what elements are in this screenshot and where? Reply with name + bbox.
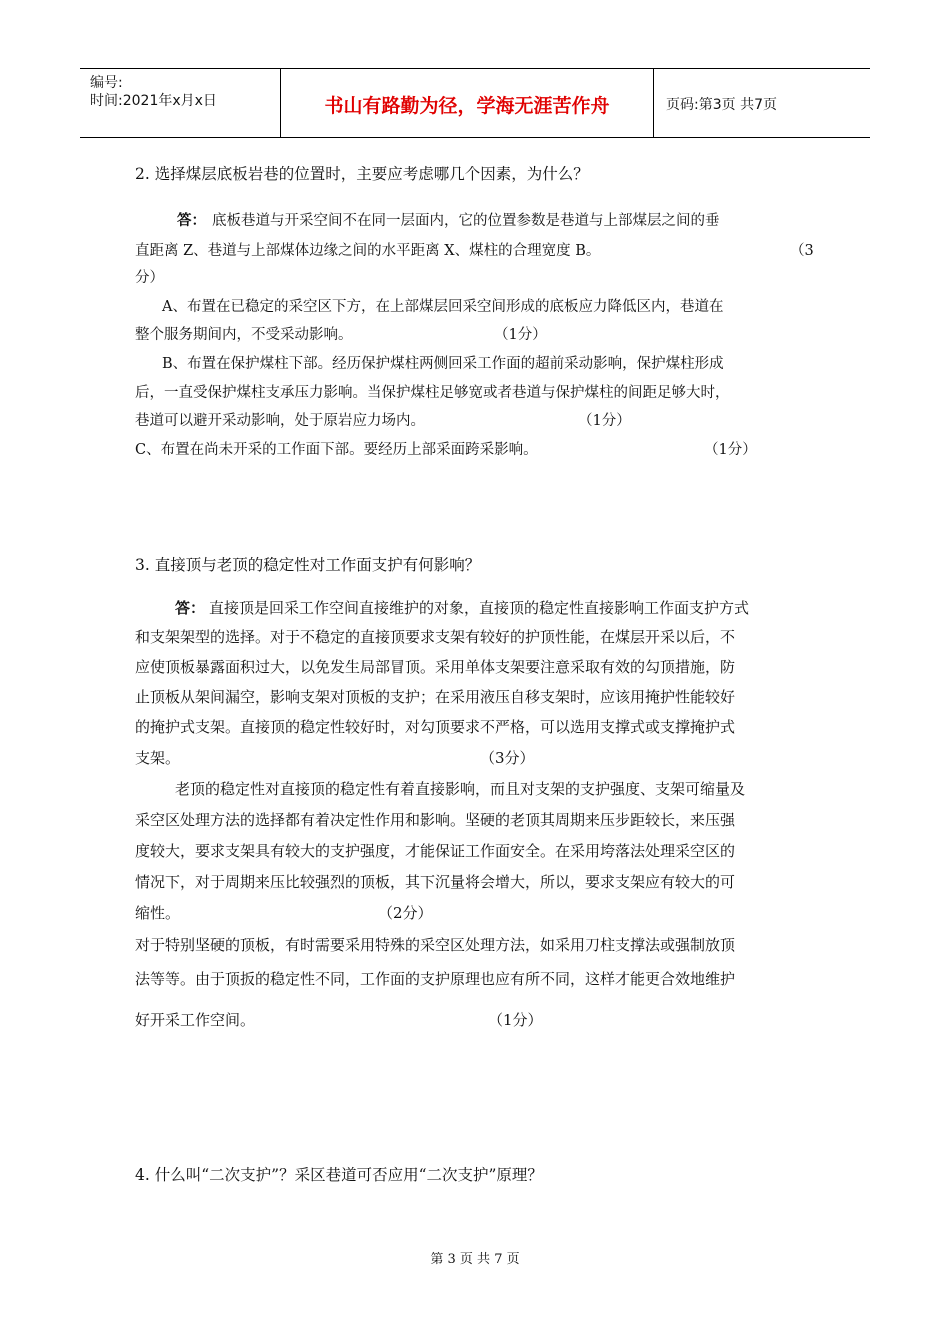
page-header [80, 68, 870, 138]
score-label: （1分） [494, 327, 547, 343]
answer-line: 分） [135, 270, 164, 286]
question-2-answer-label: 答： [177, 212, 206, 229]
answer-line: 止顶板从架间漏空，影响支架对顶板的支护；在采用液压自移支架时，应该用掩护性能较好 [135, 688, 736, 706]
header-motto-cell [281, 69, 654, 137]
answer-line: 好开采工作空间。 [135, 1011, 256, 1029]
answer-line: B、布置在保护煤柱下部。经历保护煤柱两侧回采工作面的超前采动影响，保护煤柱形成 [162, 356, 724, 372]
answer-line: 和支架架型的选择。对于不稳定的直接顶要求支架有较好的护顶性能，在煤层开采以后，不 [135, 628, 736, 646]
header-page-label: 页码:第3页 共7页 [666, 97, 777, 113]
answer-line: 后，一直受保护煤柱支承压力影响。当保护煤柱足够宽或者巷道与保护煤柱的间距足够大时， [135, 385, 730, 401]
score-label: （1分） [578, 413, 631, 429]
answer-line: 情况下，对于周期来压比较强烈的顶板，其下沉量将会增大，所以，要求支架应有较大的可 [135, 873, 736, 891]
header-motto: 书山有路勤为径，学海无涯苦作舟 [324, 95, 610, 117]
score-label: （3 [790, 243, 814, 259]
answer-line: 巷道可以避开采动影响，处于原岩应力场内。 [135, 413, 425, 429]
score-label: （2分） [378, 904, 433, 922]
answer-line: 采空区处理方法的选择都有着决定性作用和影响。坚硬的老顶其周期来压步距较长，来压强 [135, 811, 736, 829]
question-3-answer-label: 答： [175, 599, 206, 617]
header-left-cell [80, 69, 281, 137]
doc-number-label: 编号: [90, 75, 123, 91]
score-label: （1分） [704, 442, 757, 458]
answer-line: 法等等。由于顶扳的稳定性不同，工作面的支护原理也应有所不同，这样才能更合效地维护 [135, 970, 736, 988]
answer-line: 直接顶是回采工作空间直接维护的对象，直接顶的稳定性直接影响工作面支护方式 [209, 599, 750, 617]
answer-line: A、布置在已稳定的采空区下方，在上部煤层回采空间形成的底板应力降低区内，巷道在 [162, 299, 724, 315]
answer-line: 应使顶板暴露面积过大，以免发生局部冒顶。采用单体支架要注意采取有效的勾顶措施，防 [135, 658, 736, 676]
question-4-title: 4. 什么叫“二次支护”？采区巷道可否应用“二次支护”原理？ [135, 1166, 543, 1184]
page-footer: 第 3 页 共 7 页 [430, 1252, 520, 1267]
answer-line: 老顶的稳定性对直接顶的稳定性有着直接影响，而且对支架的支护强度、支架可缩量及 [175, 780, 746, 798]
doc-time-label: 时间:2021年x月x日 [90, 93, 217, 109]
answer-line: 的掩护式支架。直接顶的稳定性较好时，对勾顶要求不严格，可以选用支撑式或支撑掩护式 [135, 718, 736, 736]
question-3-title: 3. 直接顶与老顶的稳定性对工作面支护有何影响？ [135, 556, 481, 574]
answer-line: 支架。 [135, 749, 181, 767]
answer-line: 整个服务期间内，不受采动影响。 [135, 327, 353, 343]
score-label: （1分） [488, 1011, 543, 1029]
answer-line: 度较大，要求支架具有较大的支护强度，才能保证工作面安全。在采用垮落法处理采空区的 [135, 842, 736, 860]
score-label: （3分） [480, 749, 535, 767]
answer-line: 对于特别坚硬的顶板，有时需要采用特殊的采空区处理方法，如采用刀柱支撑法或强制放顶 [135, 936, 736, 954]
answer-line: 缩性。 [135, 904, 181, 922]
answer-line: 直距离 Z、巷道与上部煤体边缘之间的水平距离 X、煤柱的合理宽度 B。 [135, 243, 601, 259]
answer-line: 底板巷道与开采空间不在同一层面内，它的位置参数是巷道与上部煤层之间的垂 [212, 213, 720, 229]
question-2-title: 2. 选择煤层底板岩巷的位置时，主要应考虑哪几个因素，为什么？ [135, 165, 589, 183]
header-right-cell [654, 69, 870, 137]
answer-line: C、布置在尚未开采的工作面下部。要经历上部采面跨采影响。 [135, 442, 538, 458]
